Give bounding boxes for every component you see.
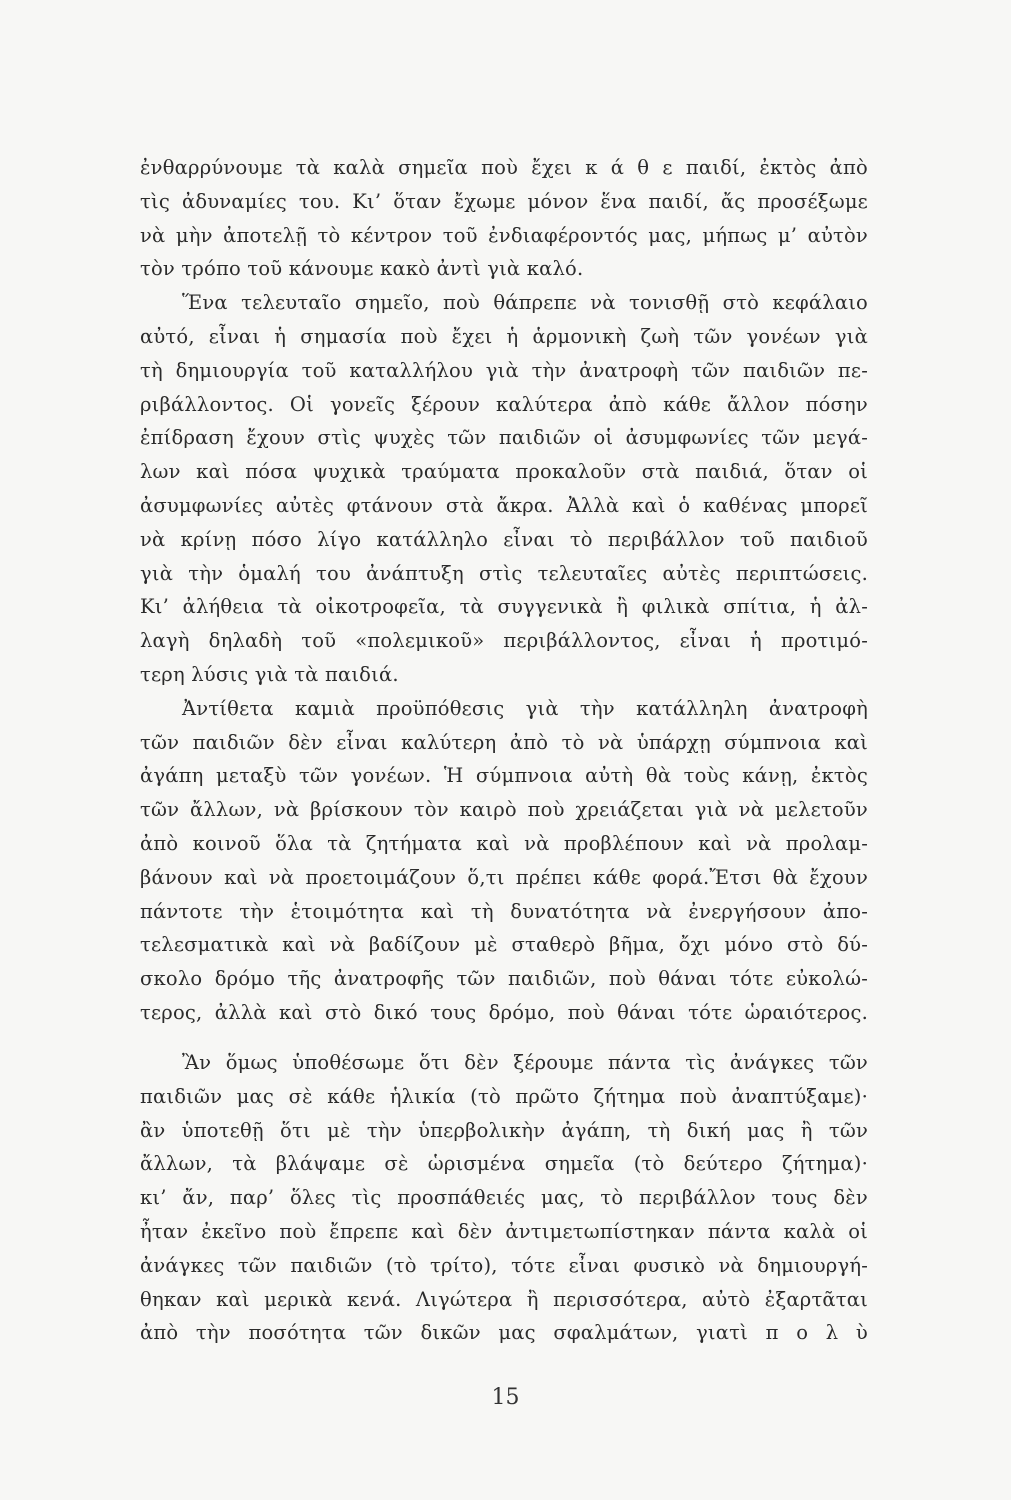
text-line: τερος, ἀλλὰ καὶ στὸ δικό τους δρόμο, ποὺ θάναι τότε ὡραιότερος. bbox=[140, 1000, 868, 1024]
text-line: τὶς ἀδυναμίες του. Κι’ ὅταν ἔχωμε μόνον ἕνα παιδί, ἄς προσέξωμε bbox=[140, 189, 868, 213]
text-line: τελεσματικὰ καὶ νὰ βαδίζουν μὲ σταθερὸ βῆμα, ὄχι μόνο στὸ δύ- bbox=[140, 933, 868, 957]
text-line: ἂν ὑποτεθῇ ὅτι μὲ τὴν ὑπερβολικὴν ἀγάπη, τὴ δική μας ἢ τῶν bbox=[140, 1118, 868, 1142]
text-line: σκολο δρόμο τῆς ἀνατροφῆς τῶν παιδιῶν, ποὺ θάναι τότε εὐκολώ- bbox=[140, 967, 868, 991]
text-line: ριβάλλοντος. Οἱ γονεῖς ξέρουν καλύτερα ἀπὸ κάθε ἄλλον πόσην bbox=[140, 392, 868, 416]
text-line: λων καὶ πόσα ψυχικὰ τραύματα προκαλοῦν στὰ παιδιά, ὅταν οἱ bbox=[140, 460, 868, 484]
text-line: ἀγάπη μεταξὺ τῶν γονέων. Ἡ σύμπνοια αὐτὴ θὰ τοὺς κάνῃ, ἐκτὸς bbox=[140, 764, 868, 788]
text-line: ἐνθαρρύνουμε τὰ καλὰ σημεῖα ποὺ ἔχει κ ά θ ε παιδί, ἐκτὸς ἀπὸ bbox=[140, 156, 868, 179]
body-text-section-2 bbox=[140, 1046, 868, 1350]
text-line: νὰ κρίνῃ πόσο λίγο κατάλληλο εἶναι τὸ περιβάλλον τοῦ παιδιοῦ bbox=[140, 527, 868, 551]
text-line: κι’ ἄν, παρ’ ὅλες τὶς προσπάθειές μας, τὸ περιβάλλον τους δὲν bbox=[140, 1186, 868, 1210]
text-line: παιδιῶν μας σὲ κάθε ἡλικία (τὸ πρῶτο ζήτημα ποὺ ἀναπτύξαμε)· bbox=[140, 1084, 868, 1108]
text-line: Ἀντίθετα καμιὰ προϋπόθεσις γιὰ τὴν κατάλληλη ἀνατροφὴ bbox=[182, 696, 868, 720]
text-line: ἀνάγκες τῶν παιδιῶν (τὸ τρίτο), τότε εἶναι φυσικὸ νὰ δημιουργή- bbox=[140, 1253, 868, 1277]
text-line: τῶν παιδιῶν δὲν εἶναι καλύτερη ἀπὸ τὸ νὰ ὑπάρχῃ σύμπνοια καὶ bbox=[140, 730, 868, 754]
text-line: ἄλλων, τὰ βλάψαμε σὲ ὡρισμένα σημεῖα (τὸ δεύτερο ζήτημα)· bbox=[140, 1152, 868, 1176]
text-line: ἐπίδραση ἔχουν στὶς ψυχὲς τῶν παιδιῶν οἱ ἀσυμφωνίες τῶν μεγά- bbox=[140, 426, 868, 450]
text-line: πάντοτε τὴν ἑτοιμότητα καὶ τὴ δυνατότητα νὰ ἐνεργήσουν ἀπο- bbox=[140, 899, 868, 923]
text-line: νὰ μὴν ἀποτελῇ τὸ κέντρον τοῦ ἐνδιαφέροντός μας, μήπως μ’ αὐτὸν bbox=[140, 223, 868, 247]
text-line: θηκαν καὶ μερικὰ κενά. Λιγώτερα ἢ περισσότερα, αὐτὸ ἐξαρτᾶται bbox=[140, 1287, 868, 1311]
text-line: ἀπὸ τὴν ποσότητα τῶν δικῶν μας σφαλμάτων, γιατὶ π ο λ ὺ bbox=[140, 1321, 868, 1345]
text-line: Ἕνα τελευταῖο σημεῖο, ποὺ θάπρεπε νὰ τονισθῇ στὸ κεφάλαιο bbox=[182, 291, 868, 315]
text-line: τὴ δημιουργία τοῦ καταλλήλου γιὰ τὴν ἀνατροφὴ τῶν παιδιῶν πε- bbox=[140, 358, 868, 382]
text-line: γιὰ τὴν ὁμαλή του ἀνάπτυξη στὶς τελευταῖες αὐτὲς περιπτώσεις. bbox=[140, 561, 868, 585]
text-line: βάνουν καὶ νὰ προετοιμάζουν ὅ,τι πρέπει κάθε φορά.Ἔτσι θὰ ἔχουν bbox=[140, 865, 868, 889]
text-line: ἀσυμφωνίες αὐτὲς φτάνουν στὰ ἄκρα. Ἀλλὰ καὶ ὁ καθένας μπορεῖ bbox=[140, 493, 868, 517]
text-line: ἦταν ἐκεῖνο ποὺ ἔπρεπε καὶ δὲν ἀντιμετωπίστηκαν πάντα καλὰ οἱ bbox=[140, 1219, 868, 1243]
body-text-section-1 bbox=[140, 151, 868, 1030]
text-line: Ἂν ὅμως ὑποθέσωμε ὅτι δὲν ξέρουμε πάντα τὶς ἀνάγκες τῶν bbox=[182, 1051, 868, 1074]
text-line: τερη λύσις γιὰ τὰ παιδιά. bbox=[140, 662, 399, 686]
text-line: τὸν τρόπο τοῦ κάνουμε κακὸ ἀντὶ γιὰ καλό. bbox=[140, 257, 584, 281]
page-number: 15 bbox=[491, 1385, 520, 1410]
text-line: αὐτό, εἶναι ἡ σημασία ποὺ ἔχει ἡ ἁρμονικὴ ζωὴ τῶν γονέων γιὰ bbox=[140, 324, 868, 348]
text-line: τῶν ἄλλων, νὰ βρίσκουν τὸν καιρὸ ποὺ χρειάζεται γιὰ νὰ μελετοῦν bbox=[140, 798, 868, 822]
text-line: ἀπὸ κοινοῦ ὅλα τὰ ζητήματα καὶ νὰ προβλέπουν καὶ νὰ προλαμ- bbox=[140, 831, 868, 855]
text-line: λαγὴ δηλαδὴ τοῦ «πολεμικοῦ» περιβάλλοντος, εἶναι ἡ προτιμό- bbox=[140, 629, 868, 653]
text-line: Κι’ ἀλήθεια τὰ οἰκοτροφεῖα, τὰ συγγενικὰ ἢ φιλικὰ σπίτια, ἡ ἀλ- bbox=[140, 595, 868, 619]
